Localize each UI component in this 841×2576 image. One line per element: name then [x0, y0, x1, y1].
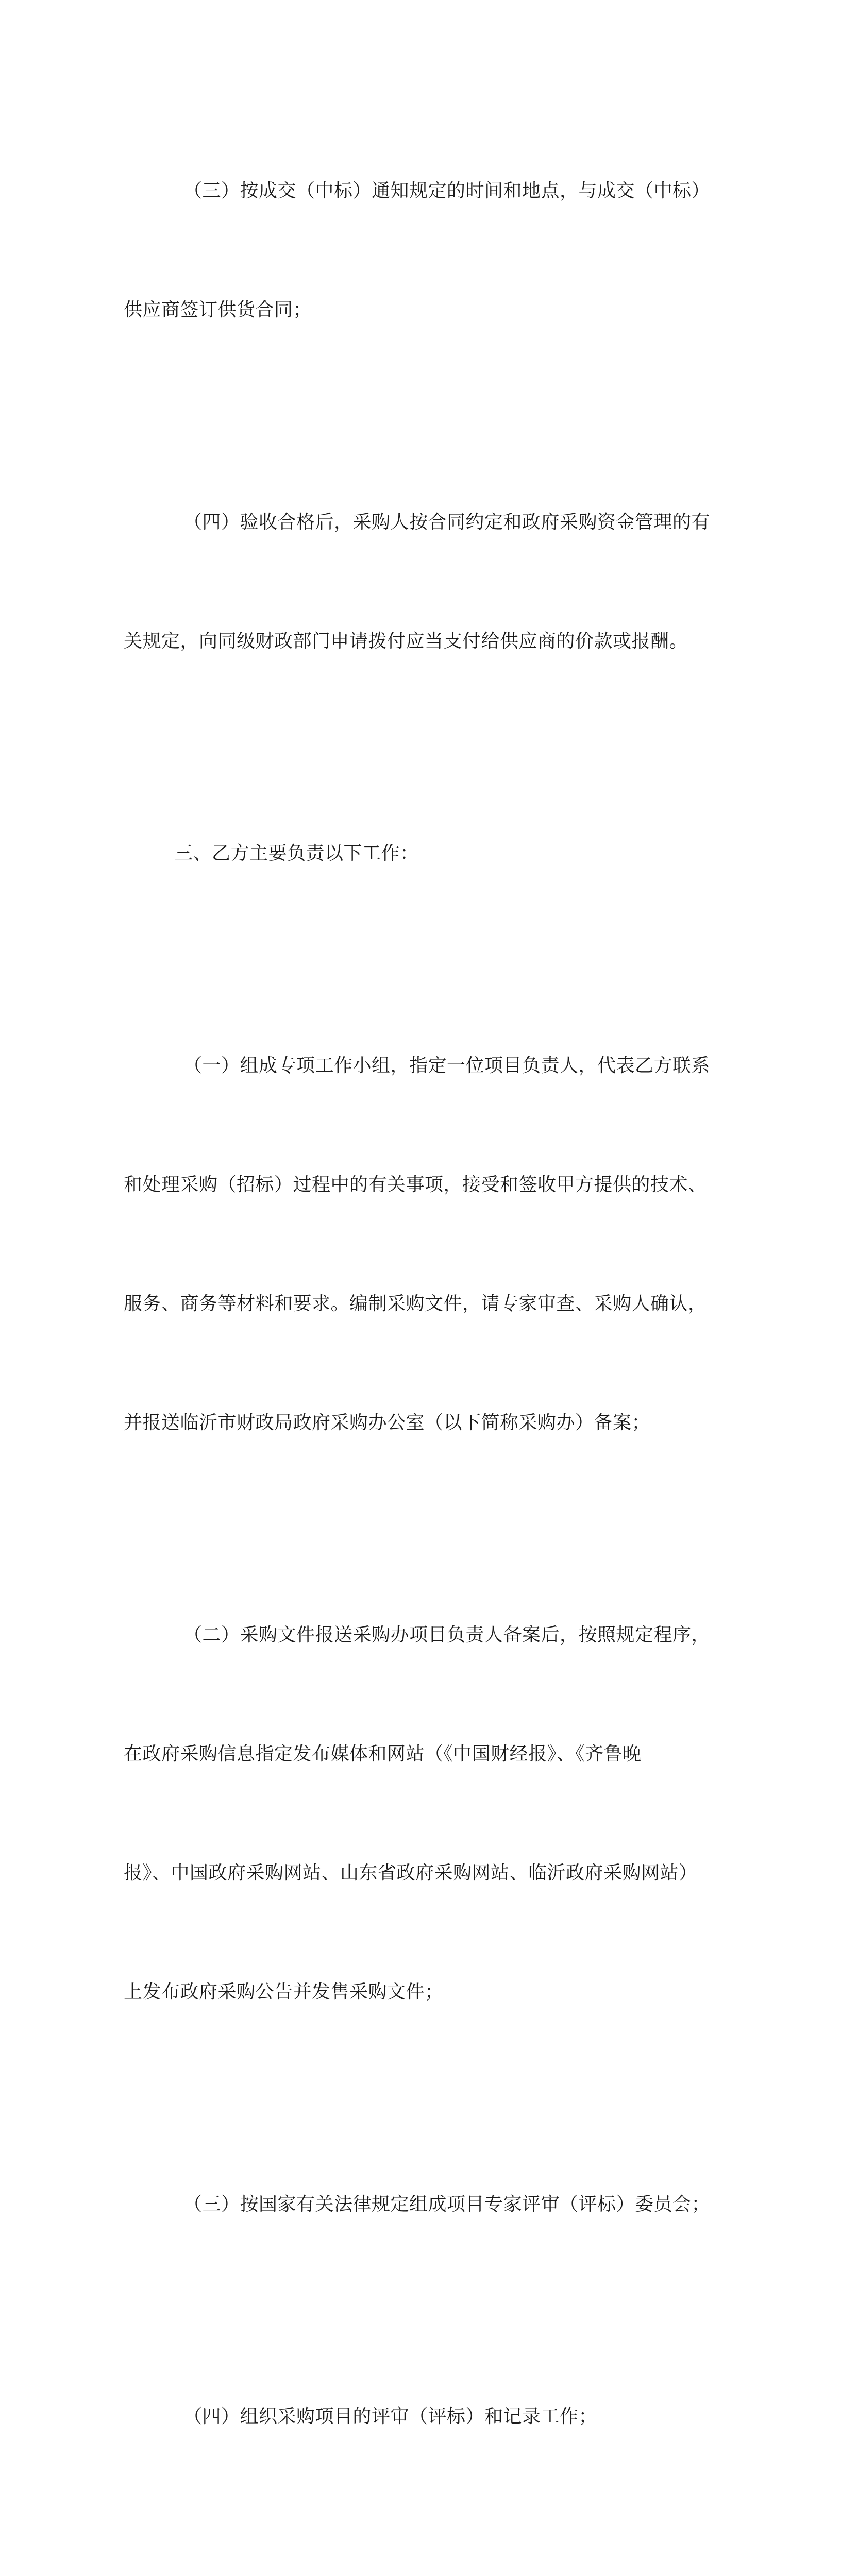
paragraph-copyright-notice	[124, 2530, 715, 2576]
paragraph-line: （四）验收合格后，采购人按合同约定和政府采购资金管理的有	[183, 512, 711, 533]
paragraph-review-records	[124, 2317, 715, 2516]
paragraph-work-team	[124, 967, 715, 1522]
paragraph-line: （四）组织采购项目的评审（评标）和记录工作；	[183, 2406, 598, 2427]
document-body	[124, 92, 715, 2576]
paragraph-expert-committee	[124, 2105, 715, 2303]
paragraph-line: 报》、中国政府采购网站、山东省政府采购网站、临沂政府采购网站）	[124, 1862, 698, 1884]
paragraph-line: （三）按国家有关法律规定组成项目专家评审（评标）委员会；	[183, 2194, 711, 2215]
paragraph-payment-request	[124, 423, 715, 740]
paragraph-line: 服务、商务等材料和要求。编制采购文件，请专家审查、采购人确认，	[124, 1293, 707, 1314]
paragraph-line: 并报送临沂市财政局政府采购办公室（以下简称采购办）备案；	[124, 1412, 651, 1433]
paragraph-publish-announcement	[124, 1536, 715, 2091]
paragraph-line: 在政府采购信息指定发布媒体和网站（《中国财经报》、《齐鲁晚	[124, 1743, 642, 1765]
paragraph-contract-signing	[124, 92, 715, 409]
paragraph-line: 供应商签订供货合同；	[124, 299, 312, 320]
paragraph-line: （三）按成交（中标）通知规定的时间和地点，与成交（中标）	[183, 180, 711, 201]
paragraph-line: 上发布政府采购公告并发售采购文件；	[124, 1981, 444, 2003]
paragraph-line: （一）组成专项工作小组，指定一位项目负责人，代表乙方联系	[183, 1055, 711, 1076]
paragraph-line: 关规定，向同级财政部门申请拨付应当支付给供应商的价款或报酬。	[124, 631, 688, 652]
section-heading-text: 三、乙方主要负责以下工作：	[174, 843, 419, 864]
section-heading-party-b	[124, 754, 715, 953]
paragraph-line: （二）采购文件报送采购办项目负责人备案后，按照规定程序，	[183, 1624, 711, 1646]
paragraph-line: 和处理采购（招标）过程中的有关事项，接受和签收甲方提供的技术、	[124, 1174, 707, 1195]
